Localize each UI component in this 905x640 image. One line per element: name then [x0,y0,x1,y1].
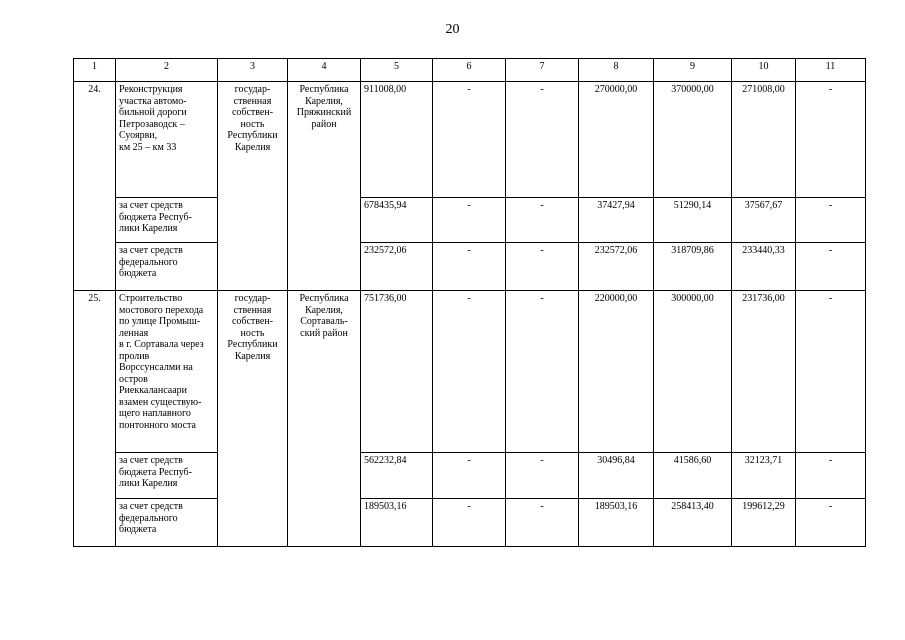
row-number: 24. [74,82,116,291]
description-line: Строительство [119,293,183,304]
value-col7: - [506,243,579,291]
description-line: бюджета [119,268,157,279]
value-col11: - [796,453,866,499]
column-header: 9 [654,59,732,82]
row-description [116,291,218,453]
location-line: Карелия, [305,95,343,107]
value-col10: 199612,29 [732,499,796,547]
value-col8: 270000,00 [579,82,654,198]
column-header: 4 [288,59,361,82]
table-row [74,82,866,198]
description-line: понтонного моста [119,419,196,431]
location-cell [288,82,361,291]
description-line: федерального [119,512,178,524]
value-col8: 30496,84 [579,453,654,499]
location-line: Карелия, [305,304,343,316]
ownership-line: ность [240,327,265,339]
row-description [116,243,218,291]
column-header: 6 [433,59,506,82]
value-col9: 300000,00 [654,291,732,453]
value-col9: 370000,00 [654,82,732,198]
column-header: 11 [796,59,866,82]
value-col11: - [796,198,866,243]
budget-table [73,58,866,547]
value-col10: 32123,71 [732,453,796,499]
location-line: район [311,118,337,130]
value-col7: - [506,291,579,453]
value-col10: 271008,00 [732,82,796,198]
value-col6: - [433,82,506,198]
description-line: бюджета Респуб- [119,466,192,478]
location-line: Сортаваль- [300,316,348,327]
value-col8: 37427,94 [579,198,654,243]
value-col7: - [506,499,579,547]
description-line: лики Карелия [119,478,178,489]
location-cell [288,291,361,547]
value-col5: 751736,00 [361,291,433,453]
ownership-line: ность [240,118,265,130]
ownership-line: Карелия [234,350,271,362]
description-line: Реконструкция [119,84,183,95]
description-line: лики Карелия [119,223,178,234]
column-header: 8 [579,59,654,82]
description-line: за счет средств [119,501,183,512]
location-line: ский район [300,327,348,339]
value-col9: 41586,60 [654,453,732,499]
value-col6: - [433,453,506,499]
value-col10: 231736,00 [732,291,796,453]
description-line: за счет средств [119,200,183,211]
description-line: участка автомо- [119,95,187,107]
description-line: в г. Сортавала через [119,339,204,350]
row-description [116,453,218,499]
value-col8: 232572,06 [579,243,654,291]
row-description [116,82,218,198]
description-line: по улице Промыш- [119,316,201,327]
row-description [116,499,218,547]
column-header: 1 [74,59,116,82]
description-line: мостового перехода [119,304,204,316]
value-col9: 258413,40 [654,499,732,547]
ownership-line: собствен- [231,107,274,118]
column-header: 10 [732,59,796,82]
value-col5: 562232,84 [361,453,433,499]
ownership-line: государ- [234,84,271,95]
table-row [74,243,866,291]
value-col8: 189503,16 [579,499,654,547]
description-line: за счет средств [119,245,183,256]
row-number: 25. [74,291,116,547]
description-line: пролив [119,350,150,362]
value-col11: - [796,499,866,547]
value-col11: - [796,82,866,198]
ownership-line: ственная [233,95,272,107]
row-description [116,198,218,243]
page-number: 20 [445,22,460,37]
description-line: Суоярви, [119,130,158,141]
description-line: щего наплавного [119,408,191,419]
value-col5: 189503,16 [361,499,433,547]
ownership-line: Карелия [234,141,271,153]
description-line: ленная [119,327,149,339]
column-header: 7 [506,59,579,82]
description-line: федерального [119,256,178,268]
description-line: бильной дороги [119,107,187,118]
description-line: бюджета [119,524,157,535]
location-line: Республика [299,293,349,304]
description-line: Петрозаводск – [119,118,185,130]
ownership-line: собствен- [231,316,274,327]
ownership-line: ственная [233,304,272,316]
column-header: 3 [218,59,288,82]
value-col6: - [433,291,506,453]
value-col11: - [796,291,866,453]
value-col10: 233440,33 [732,243,796,291]
value-col6: - [433,499,506,547]
ownership-cell [218,291,288,547]
description-line: км 25 – км 33 [119,141,177,153]
table-row [74,198,866,243]
value-col11: - [796,243,866,291]
ownership-line: Республики [227,130,278,141]
value-col6: - [433,198,506,243]
location-line: Республика [299,84,349,95]
table-row [74,499,866,547]
ownership-line: Республики [227,339,278,350]
value-col5: 911008,00 [361,82,433,198]
description-line: взамен существую- [119,396,202,408]
value-col8: 220000,00 [579,291,654,453]
value-col6: - [433,243,506,291]
description-line: Риеккалансаари [119,385,188,396]
value-col5: 232572,06 [361,243,433,291]
value-col7: - [506,82,579,198]
ownership-cell [218,82,288,291]
value-col10: 37567,67 [732,198,796,243]
column-header: 2 [116,59,218,82]
description-line: бюджета Респуб- [119,211,192,223]
value-col9: 51290,14 [654,198,732,243]
location-line: Пряжинский [296,107,352,118]
table-row [74,453,866,499]
column-header: 5 [361,59,433,82]
value-col5: 678435,94 [361,198,433,243]
description-line: Ворссунсалми на [119,362,193,373]
value-col7: - [506,453,579,499]
value-col7: - [506,198,579,243]
description-line: остров [119,373,148,385]
ownership-line: государ- [234,293,271,304]
description-line: за счет средств [119,455,183,466]
table-row [74,291,866,453]
column-number-row [74,59,866,82]
value-col9: 318709,86 [654,243,732,291]
